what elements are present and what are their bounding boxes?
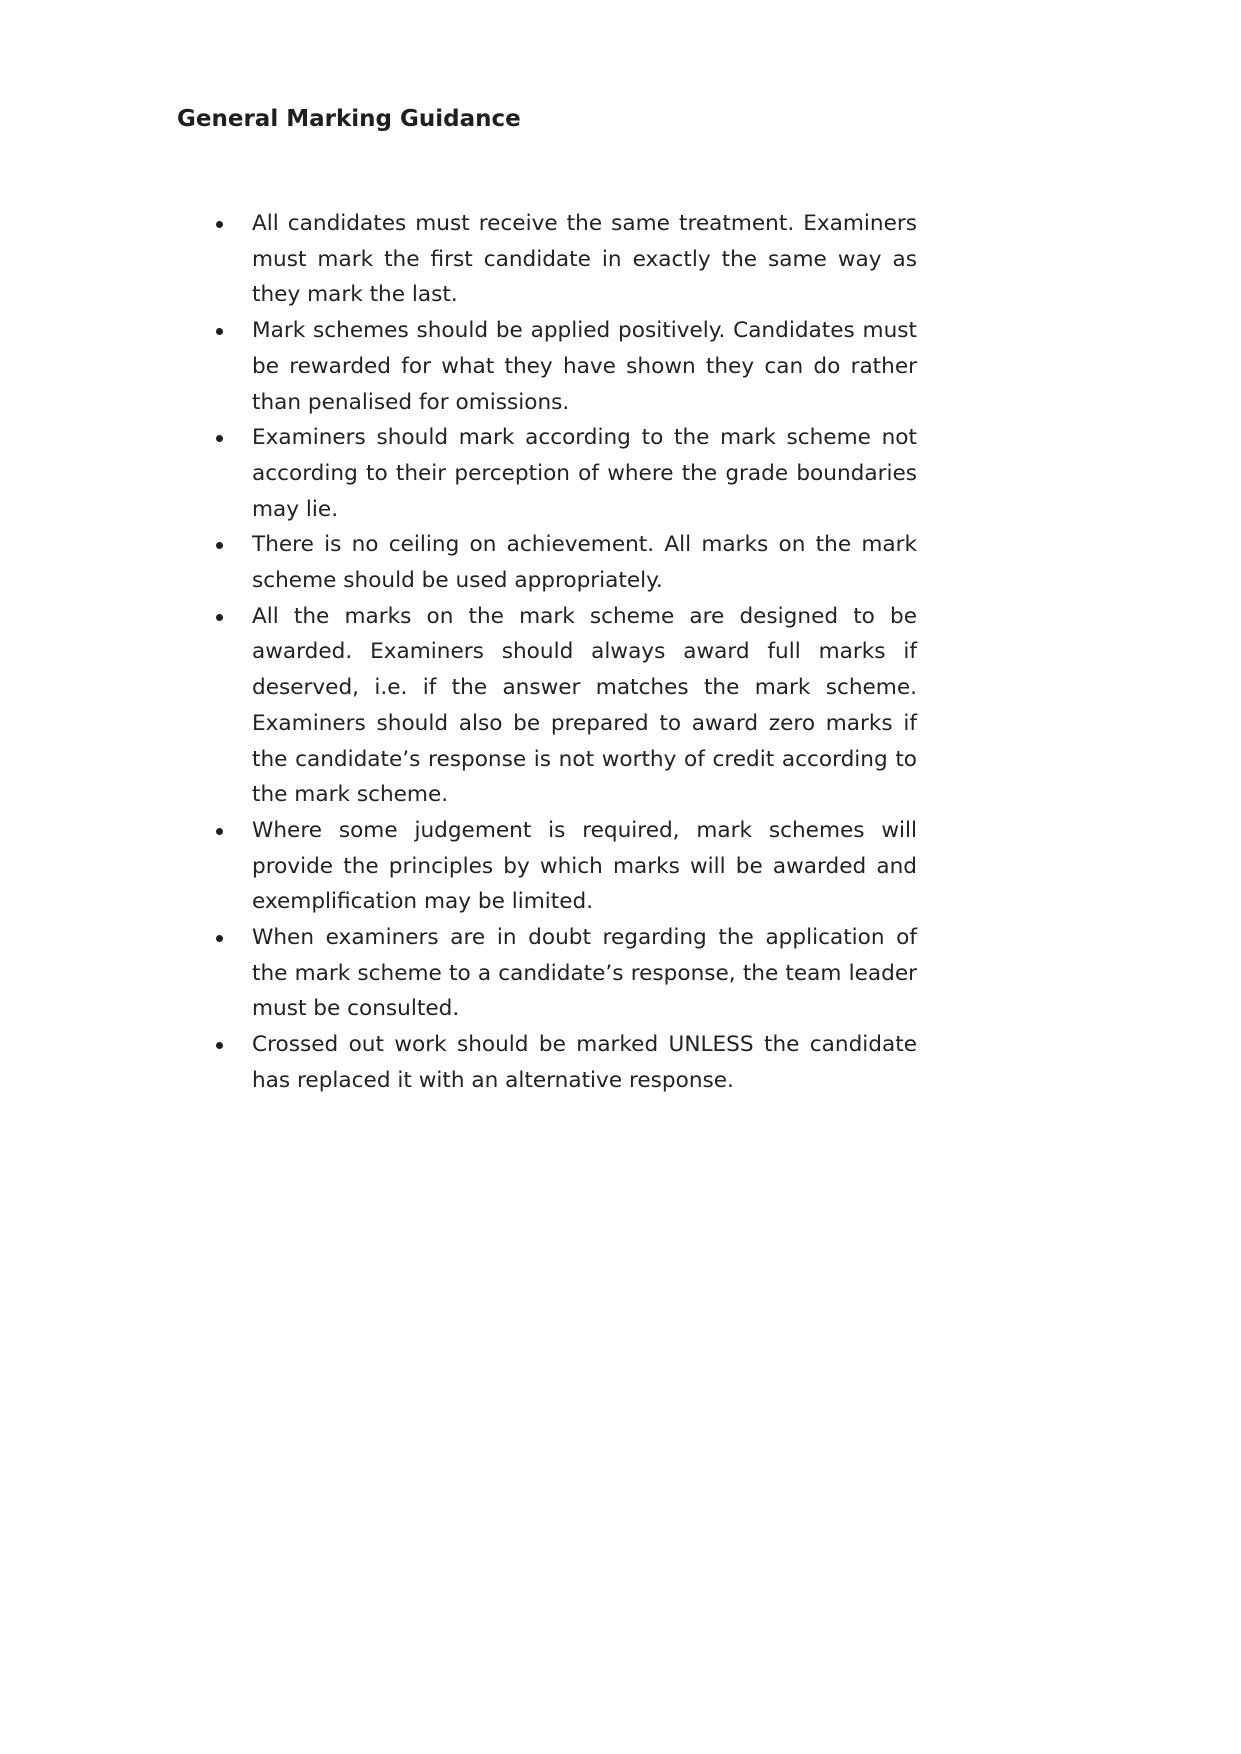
list-item: [210, 813, 917, 920]
list-item-text: Examiners should mark according to the mark scheme not according to their perception of where the grade boundaries may lie.: [252, 425, 917, 522]
list-item-text: Mark schemes should be applied positively. Candidates must be rewarded for what they have shown they can do rather than penalised for omissions.: [252, 318, 917, 415]
bullet-icon: [216, 221, 223, 228]
list-item: [210, 420, 917, 527]
list-item-text: When examiners are in doubt regarding the application of the mark scheme to a candidate’s response, the team leader must be consulted.: [252, 925, 917, 1022]
bullet-icon: [216, 435, 223, 442]
list-item-text: Where some judgement is required, mark schemes will provide the principles by which marks will be awarded and exemplification may be limited.: [252, 817, 917, 915]
bullet-icon: [216, 542, 223, 549]
list-item: [210, 206, 917, 313]
list-item: [210, 527, 917, 598]
guidance-list: [210, 206, 917, 1099]
list-item-text: All candidates must receive the same treatment. Examiners must mark the first candidate in exactly the same way as they mark the last.: [252, 211, 917, 308]
list-item: [210, 920, 917, 1027]
list-item-text: All the marks on the mark scheme are designed to be awarded. Examiners should always award full marks if deserved, i.e. if the answer matches the mark scheme. Examiners should also be prepared to award zero marks if the candidate’s response is not worthy of credit according to the mark scheme.: [252, 603, 917, 808]
bullet-icon: [216, 614, 223, 621]
bullet-icon: [216, 1042, 223, 1049]
list-item: [210, 599, 917, 813]
bullet-icon: [216, 328, 223, 335]
list-item-text: There is no ceiling on achievement. All marks on the mark scheme should be used appropriately.: [252, 532, 917, 594]
list-item: [210, 1027, 917, 1098]
bullet-icon: [216, 935, 223, 942]
list-item-text: Crossed out work should be marked UNLESS the candidate has replaced it with an alternative response.: [252, 1032, 917, 1093]
bullet-icon: [216, 828, 223, 835]
list-item: [210, 313, 917, 420]
page-title: General Marking Guidance: [177, 106, 521, 132]
